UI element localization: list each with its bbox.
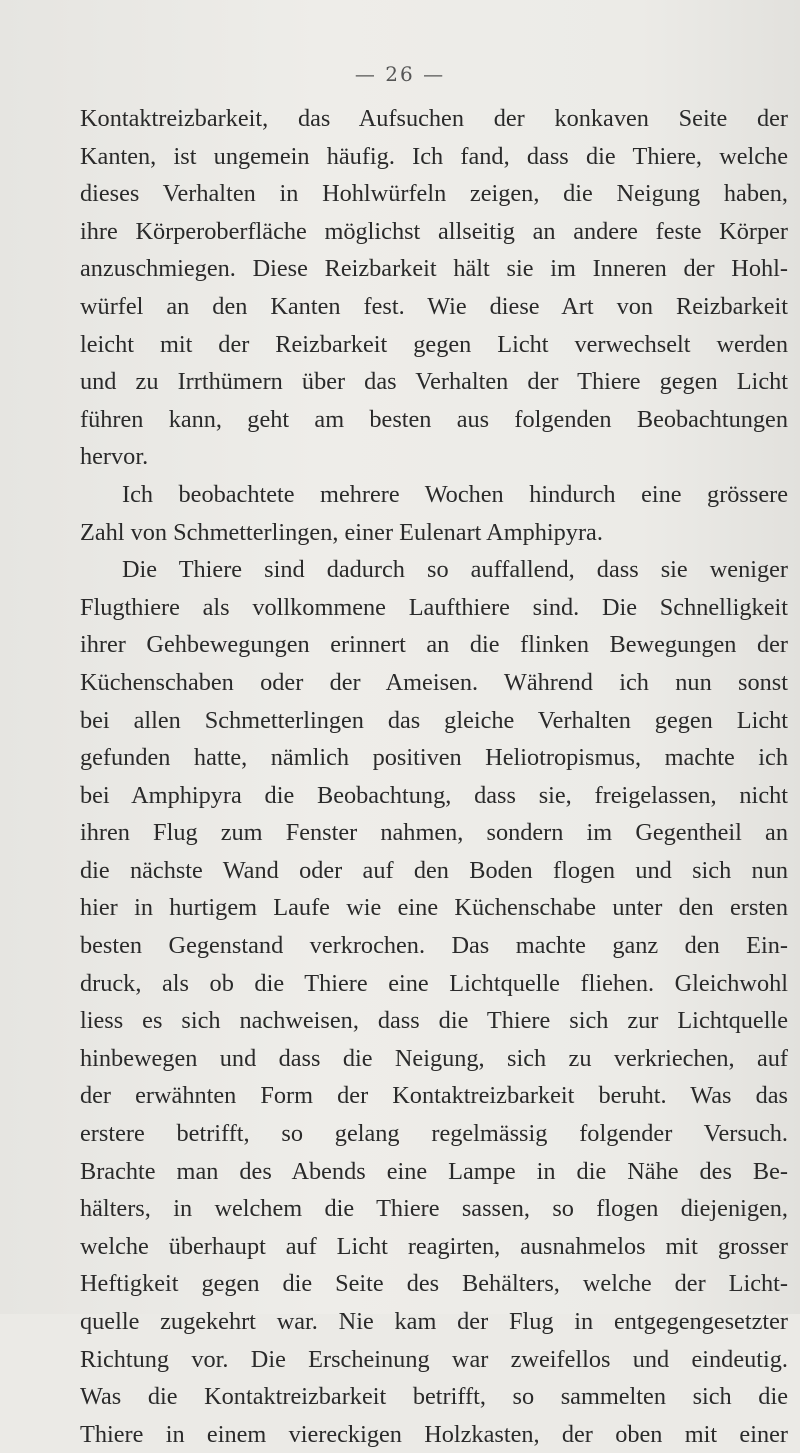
text-line: hier in hurtigem Laufe wie eine Küchenschabe unter den ersten — [80, 894, 788, 922]
text-line: der erwähnten Form der Kontaktreizbarkeit beruht. Was das — [80, 1082, 788, 1110]
text-line: leicht mit der Reizbarkeit gegen Licht verwechselt werden — [80, 330, 788, 358]
text-line: Kanten, ist ungemein häufig. Ich fand, dass die Thiere, welche — [80, 142, 788, 170]
text-line: gefunden hatte, nämlich positiven Heliotropismus, machte ich — [80, 744, 788, 772]
text-line: Kontaktreizbarkeit, das Aufsuchen der konkaven Seite der — [80, 105, 788, 132]
text-line: Was die Kontaktreizbarkeit betrifft, so sammelten sich die — [80, 1383, 788, 1411]
text-line: erstere betrifft, so gelang regelmässig folgender Versuch. — [80, 1120, 788, 1148]
text-line: Thiere in einem viereckigen Holzkasten, der oben mit einer — [80, 1420, 788, 1448]
text-line: Brachte man des Abends eine Lampe in die Nähe des Be- — [80, 1157, 788, 1185]
text-line: liess es sich nachweisen, dass die Thiere sich zur Lichtquelle — [80, 1007, 788, 1035]
text-line: hinbewegen und dass die Neigung, sich zu verkriechen, auf — [80, 1044, 788, 1072]
text-line: hervor. — [80, 443, 149, 471]
text-line: ihren Flug zum Fenster nahmen, sondern im Gegentheil an — [80, 819, 788, 847]
text-line: ihrer Gehbewegungen erinnert an die flinken Bewegungen der — [80, 631, 788, 659]
text-line: Heftigkeit gegen die Seite des Behälters, welche der Licht- — [80, 1270, 788, 1298]
text-line: Flugthiere als vollkommene Laufthiere sind. Die Schnelligkeit — [80, 593, 788, 621]
text-line: bei Amphipyra die Beobachtung, dass sie, freigelassen, nicht — [80, 781, 788, 809]
text-line: anzuschmiegen. Diese Reizbarkeit hält sie im Inneren der Hohl- — [80, 255, 788, 283]
text-line: würfel an den Kanten fest. Wie diese Art von Reizbarkeit — [80, 292, 788, 320]
text-line: Küchenschaben oder der Ameisen. Während ich nun sonst — [80, 668, 788, 696]
text-line: bei allen Schmetterlingen das gleiche Verhalten gegen Licht — [80, 706, 788, 734]
text-line: quelle zugekehrt war. Nie kam der Flug in entgegengesetzter — [80, 1308, 788, 1335]
page-number: — 26 — — [354, 62, 446, 86]
text-line: besten Gegenstand verkrochen. Das machte ganz den Ein- — [80, 932, 788, 960]
text-line: welche überhaupt auf Licht reagirten, ausnahmelos mit grosser — [80, 1232, 788, 1260]
text-line: Ich beobachtete mehrere Wochen hindurch eine grössere — [122, 480, 788, 508]
text-line: Zahl von Schmetterlingen, einer Eulenart Amphipyra. — [80, 518, 603, 546]
text-line: hälters, in welchem die Thiere sassen, so flogen diejenigen, — [80, 1195, 788, 1223]
text-line: ihre Körperoberfläche möglichst allseitig an andere feste Körper — [80, 217, 788, 245]
text-line: und zu Irrthümern über das Verhalten der Thiere gegen Licht — [80, 368, 788, 396]
text-line: die nächste Wand oder auf den Boden flogen und sich nun — [80, 856, 788, 884]
text-line: führen kann, geht am besten aus folgenden Beobachtungen — [80, 405, 788, 433]
text-line: dieses Verhalten in Hohlwürfeln zeigen, die Neigung haben, — [80, 180, 788, 208]
text-line: druck, als ob die Thiere eine Lichtquelle fliehen. Gleichwohl — [80, 969, 788, 997]
text-line: Die Thiere sind dadurch so auffallend, dass sie weniger — [122, 556, 788, 584]
body-text — [80, 100, 788, 1453]
text-line: Richtung vor. Die Erscheinung war zweifellos und eindeutig. — [80, 1345, 788, 1373]
